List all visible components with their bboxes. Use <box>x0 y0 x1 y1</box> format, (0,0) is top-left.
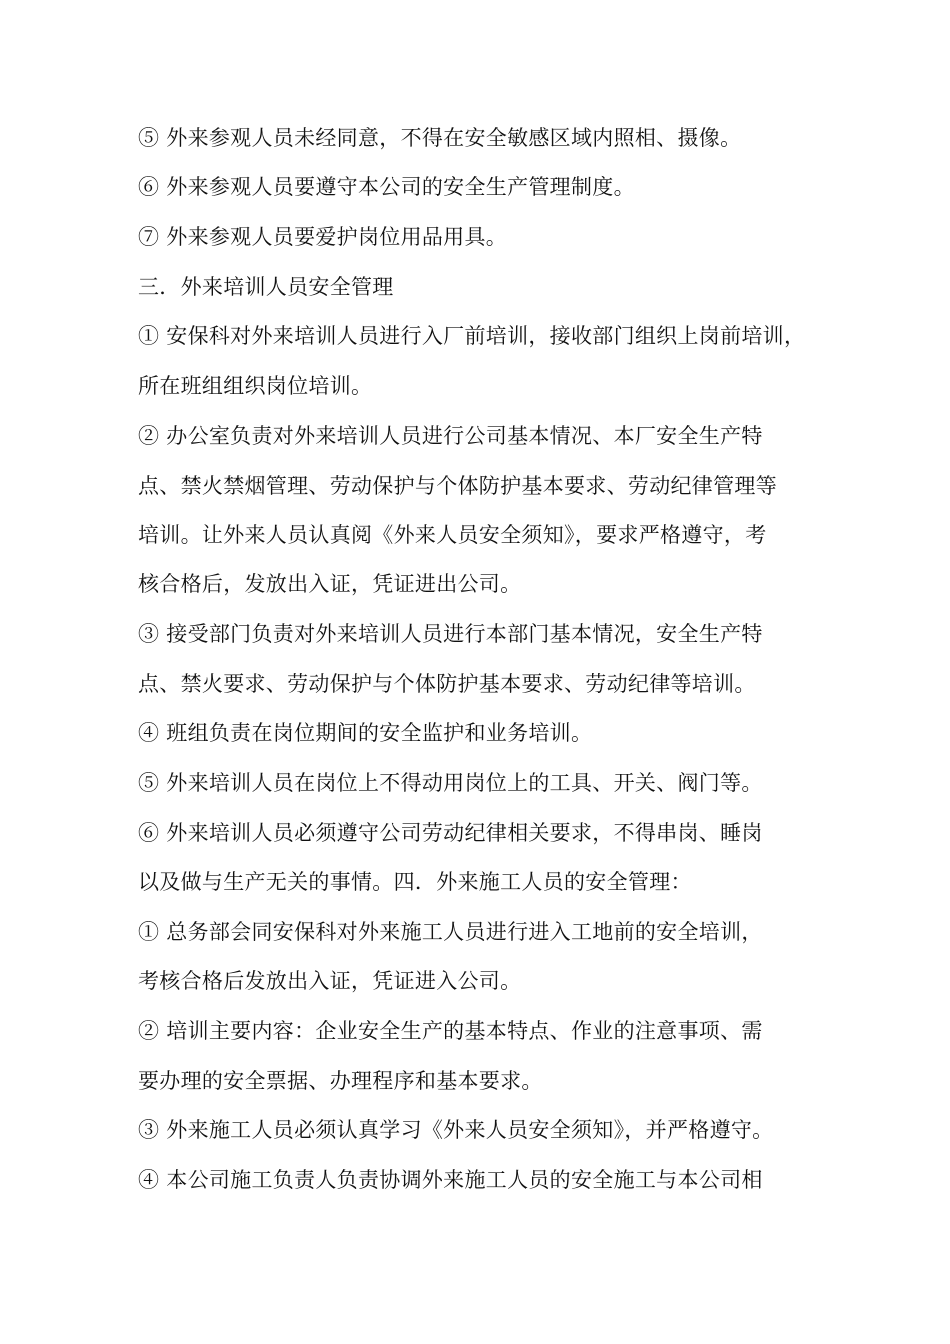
paragraph-line: 以及做与生产无关的事情。四．外来施工人员的安全管理： <box>138 870 692 894</box>
paragraph-line: ⑥ 外来培训人员必须遵守公司劳动纪律相关要求，不得串岗、睡岗 <box>138 821 763 845</box>
paragraph-line: 点、禁火要求、劳动保护与个体防护基本要求、劳动纪律等培训。 <box>138 672 756 696</box>
paragraph-line: ④ 本公司施工负责人负责协调外来施工人员的安全施工与本公司相 <box>138 1168 763 1192</box>
paragraph-line: 培训。让外来人员认真阅《外来人员安全须知》，要求严格遵守，考 <box>138 523 767 547</box>
paragraph-line: ⑦ 外来参观人员要爱护岗位用品用具。 <box>138 225 508 249</box>
paragraph-line: 所在班组组织岗位培训。 <box>138 374 373 398</box>
paragraph-line: ② 办公室负责对外来培训人员进行公司基本情况、本厂安全生产特 <box>138 424 763 448</box>
paragraph-line: ⑤ 外来培训人员在岗位上不得动用岗位上的工具、开关、阀门等。 <box>138 771 763 795</box>
paragraph-line: 核合格后，发放出入证，凭证进出公司。 <box>138 572 522 596</box>
paragraph-line: ③ 接受部门负责对外来培训人员进行本部门基本情况，安全生产特 <box>138 622 763 646</box>
paragraph-line: 考核合格后发放出入证，凭证进入公司。 <box>138 969 522 993</box>
paragraph-line: ④ 班组负责在岗位期间的安全监护和业务培训。 <box>138 721 593 745</box>
paragraph-line: ⑥ 外来参观人员要遵守本公司的安全生产管理制度。 <box>138 175 635 199</box>
section-heading: 三．外来培训人员安全管理 <box>138 275 394 299</box>
paragraph-line: ⑤ 外来参观人员未经同意，不得在安全敏感区域内照相、摄像。 <box>138 126 742 150</box>
paragraph-line: 点、禁火禁烟管理、劳动保护与个体防护基本要求、劳动纪律管理等 <box>138 474 777 498</box>
paragraph-line: ① 总务部会同安保科对外来施工人员进行进入工地前的安全培训， <box>138 920 763 944</box>
paragraph-line: ① 安保科对外来培训人员进行入厂前培训，接收部门组织上岗前培训， <box>138 324 806 348</box>
paragraph-line: 要办理的安全票据、办理程序和基本要求。 <box>138 1069 543 1093</box>
paragraph-line: ③ 外来施工人员必须认真学习《外来人员安全须知》，并严格遵守。 <box>138 1118 774 1142</box>
paragraph-line: ② 培训主要内容：企业安全生产的基本特点、作业的注意事项、需 <box>138 1019 763 1043</box>
